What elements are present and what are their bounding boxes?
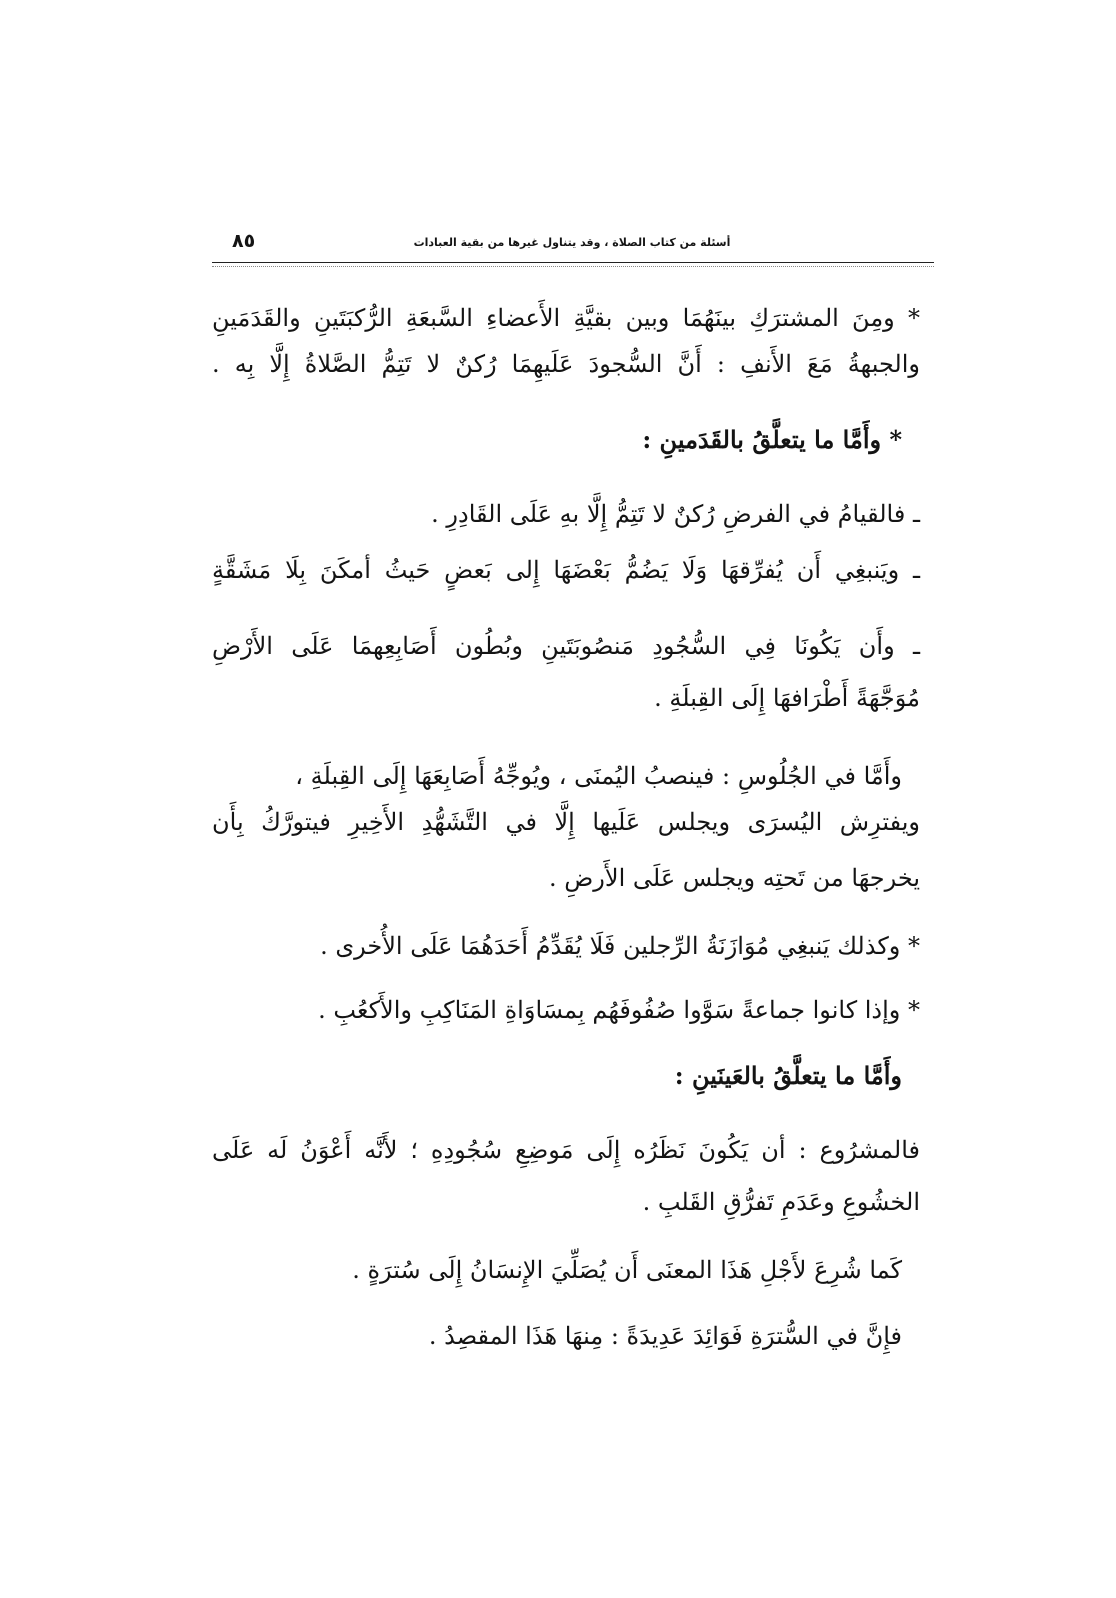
running-title: أسئلة من كتاب الصلاة ، وقد يتناول غيرها من بقية العبادات	[413, 236, 731, 249]
page-number: ٨٥	[232, 230, 256, 252]
header-rule	[212, 262, 934, 263]
text-line: * ومِنَ المشترَكِ بينَهُمَا وبين بقيَّةِ الأَعضاءِ السَّبعَةِ الرُّكبَتَينِ والقَدَمَينِ	[212, 304, 920, 332]
text-line: * وكذلك يَنبغِي مُوَازَنَةُ الرِّجلين فَلَا يُقَدِّمُ أَحَدَهُمَا عَلَى الأُخرى .	[320, 932, 920, 960]
header-rule-dotted	[212, 266, 934, 267]
text-line: * وإذا كانوا جماعةً سَوَّوا صُفُوفَهُم بِمسَاوَاةِ المَنَاكِبِ والأَكعُبِ .	[318, 996, 920, 1024]
text-line: والجبهةُ مَعَ الأَنفِ : أَنَّ السُّجودَ عَلَيهِمَا رُكنٌ لا تَتِمُّ الصَّلاةُ إِلَّا بِه .	[212, 350, 920, 378]
text-line: فإِنَّ في السُّترَةِ فَوَائِدَ عَدِيدَةً : مِنهَا هَذَا المقصِدُ .	[428, 1322, 902, 1350]
text-line: مُوَجَّهَةً أَطْرَافهَا إِلَى القِبلَةِ .	[654, 684, 920, 712]
page-header	[212, 226, 934, 260]
text-line: ـ فالقيامُ في الفرضِ رُكنٌ لا تَتِمُّ إِلَّا بهِ عَلَى القَادِرِ .	[431, 500, 920, 528]
text-line: يخرجهَا من تَحتِه ويجلس عَلَى الأَرضِ .	[549, 864, 920, 892]
section-heading: * وأَمَّا ما يتعلَّقُ بالقَدَمينِ :	[642, 425, 902, 454]
text-line: ـ ويَنبغِي أَن يُفرِّقهَا وَلَا يَضُمُّ بَعْضَهَا إِلى بَعضٍ حَيثُ أمكَنَ بِلَا مَشَقَّةٍ	[212, 556, 920, 584]
text-line: فالمشرُوع : أن يَكُونَ نَظَرُه إِلَى مَوضِعِ سُجُودِهِ ؛ لأَنَّه أَعْوَنُ لَه عَلَى	[212, 1136, 920, 1164]
text-line: كَما شُرِعَ لأَجْلِ هَذَا المعنَى أَن يُصَلِّيَ الإِنسَانُ إِلَى سُترَةٍ .	[352, 1256, 902, 1284]
text-line: ـ وأَن يَكُونَا فِي السُّجُودِ مَنصُوبَتَينِ وبُطُون أَصَابِعِهمَا عَلَى الأَرْضِ	[212, 632, 920, 660]
text-line: وأَمَّا في الجُلُوسِ : فينصبُ اليُمنَى ، ويُوجِّهُ أَصَابِعَهَا إِلَى القِبلَةِ ،	[295, 762, 902, 790]
text-line: الخشُوعِ وعَدَمِ تَفرُّقِ القَلبِ .	[642, 1188, 920, 1216]
text-line: ويفترِش اليُسرَى ويجلس عَلَيها إِلَّا في التَّشَهُّدِ الأَخِيرِ فيتورَّكُ بِأَن	[212, 808, 920, 836]
section-heading: وأَمَّا ما يتعلَّقُ بالعَينَينِ :	[674, 1061, 902, 1090]
